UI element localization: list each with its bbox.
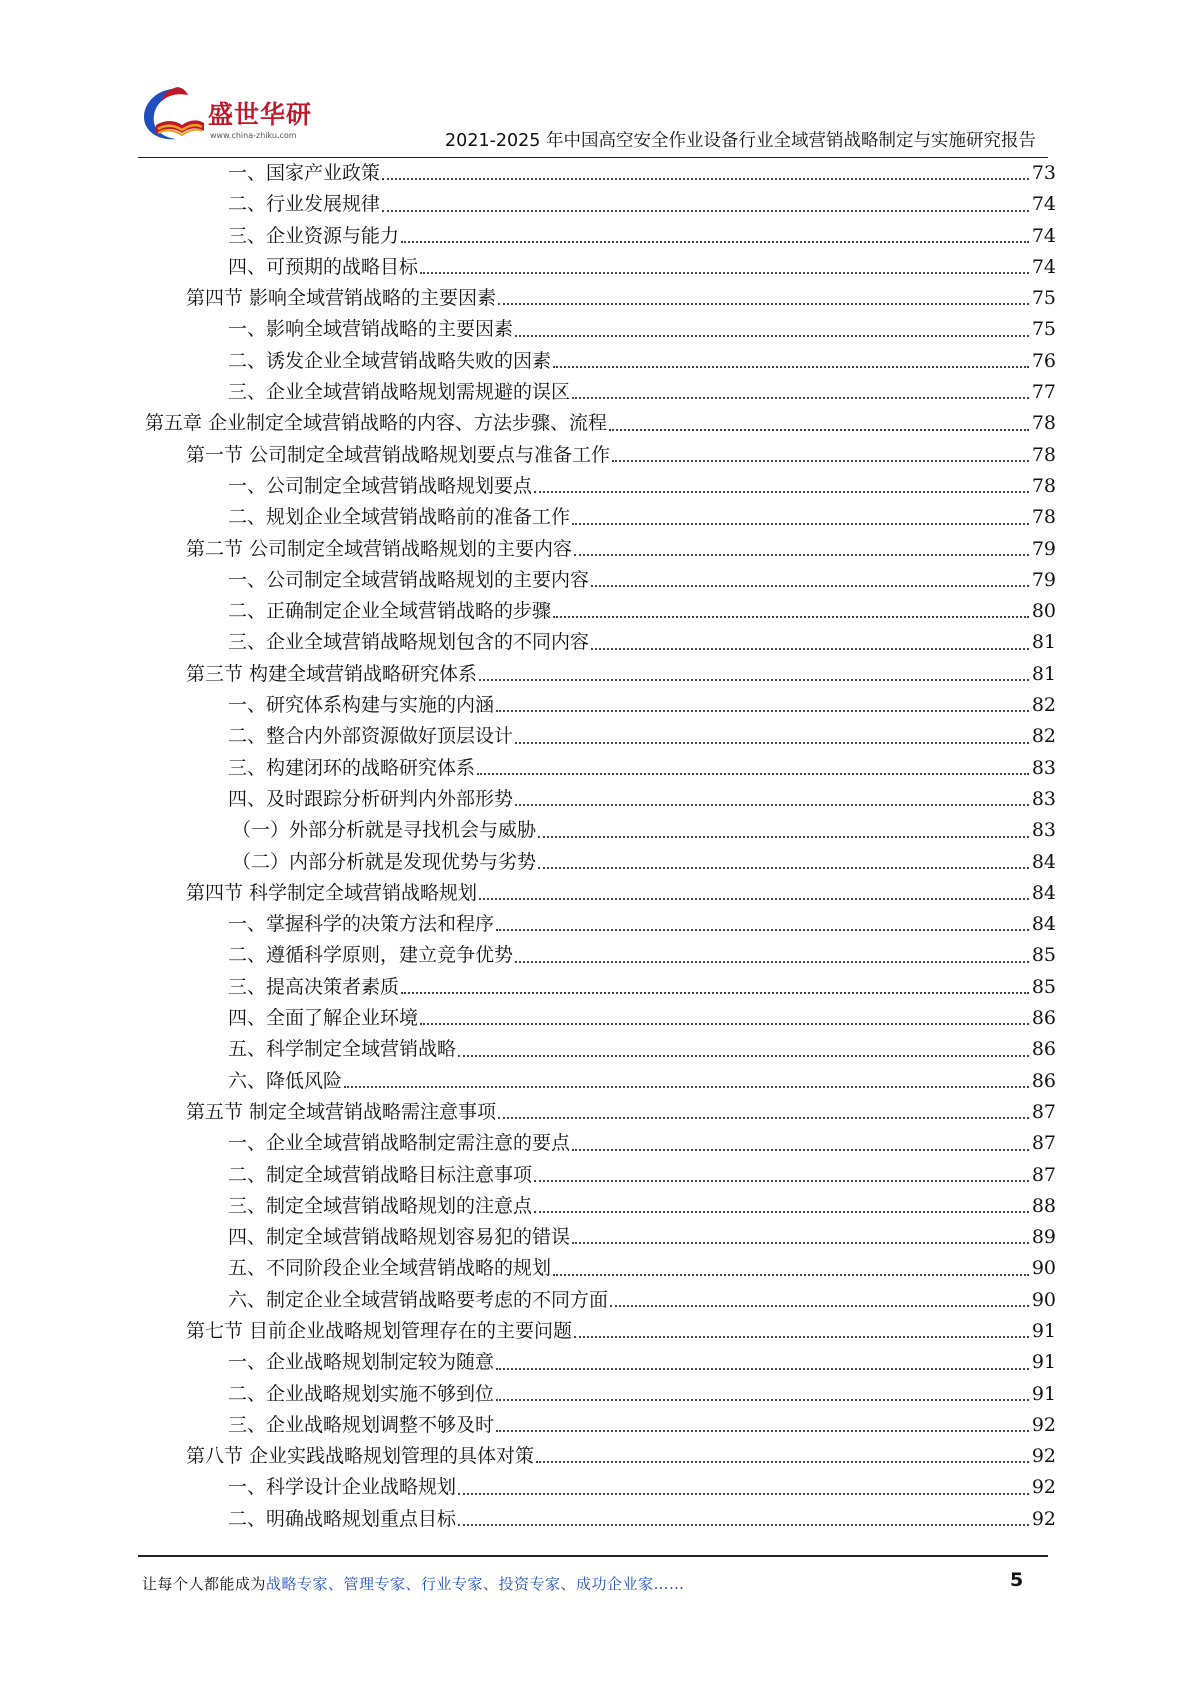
toc-entry-title: 四、及时跟踪分析研判内外部形势 (228, 787, 514, 810)
toc-entry[interactable] (0, 1034, 1191, 1065)
toc-entry-title: 二、整合内外部资源做好顶层设计 (228, 725, 514, 748)
logo-url: www.china-zhiku.com (210, 131, 297, 140)
toc-entry-title: 三、制定全域营销战略规划的注意点 (228, 1194, 533, 1217)
toc-entry-title: 第五章 企业制定全域营销战略的内容、方法步骤、流程 (145, 412, 608, 435)
toc-entry-title: 二、企业战略规划实施不够到位 (228, 1382, 495, 1405)
toc-entry-page: 81 (1031, 631, 1056, 654)
toc-entry-title: 二、诱发企业全域营销战略失败的因素 (228, 349, 552, 372)
toc-entry-title: 一、公司制定全域营销战略规划要点 (228, 474, 533, 497)
toc-entry[interactable] (0, 565, 1191, 596)
toc-entry[interactable] (0, 596, 1191, 627)
toc-entry[interactable] (0, 502, 1191, 533)
toc-entry[interactable] (0, 1441, 1191, 1472)
toc-entry-page: 74 (1031, 224, 1056, 247)
toc-entry[interactable] (0, 784, 1191, 815)
toc-entry-page: 92 (1031, 1413, 1056, 1436)
toc-dot-leader (496, 1368, 1029, 1370)
toc-entry-page: 84 (1031, 850, 1056, 873)
toc-entry[interactable] (0, 753, 1191, 784)
toc-entry-page: 91 (1031, 1319, 1056, 1342)
toc-entry[interactable] (0, 847, 1191, 878)
toc-entry-page: 90 (1031, 1288, 1056, 1311)
toc-entry-page: 87 (1031, 1100, 1056, 1123)
toc-entry-page: 86 (1031, 1069, 1056, 1092)
toc-dot-leader (479, 679, 1029, 681)
toc-dot-leader (572, 397, 1029, 399)
toc-entry[interactable] (0, 627, 1191, 658)
toc-entry-page: 79 (1031, 568, 1056, 591)
toc-entry[interactable] (0, 377, 1191, 408)
toc-entry[interactable] (0, 471, 1191, 502)
toc-entry[interactable] (0, 440, 1191, 471)
toc-entry-title: 第四节 科学制定全域营销战略规划 (186, 881, 478, 904)
toc-entry[interactable] (0, 1347, 1191, 1378)
footer-slogan (142, 1573, 685, 1594)
toc-entry-title: 二、遵循科学原则，建立竞争优势 (228, 944, 514, 967)
toc-entry-title: 四、制定全域营销战略规划容易犯的错误 (228, 1226, 571, 1249)
toc-entry-title: 一、国家产业政策 (228, 162, 381, 184)
toc-entry-page: 92 (1031, 1476, 1056, 1499)
toc-entry-title: 五、科学制定全域营销战略 (228, 1038, 457, 1061)
toc-entry-page: 86 (1031, 1038, 1056, 1061)
toc-entry-title: 四、全面了解企业环境 (228, 1007, 419, 1030)
toc-dot-leader (515, 804, 1029, 806)
report-title: 2021-2025 年中国高空安全作业设备行业全域营销战略制定与实施研究报告 (445, 131, 1036, 151)
toc-dot-leader (591, 648, 1029, 650)
toc-entry-page: 74 (1031, 255, 1056, 278)
toc-entry-page: 81 (1031, 662, 1056, 685)
toc-entry-title: 一、研究体系构建与实施的内涵 (228, 694, 495, 717)
toc-entry[interactable] (0, 252, 1191, 283)
toc-entry-page: 78 (1031, 506, 1056, 529)
toc-entry-title: 三、构建闭环的战略研究体系 (228, 756, 476, 779)
toc-entry-page: 73 (1031, 162, 1056, 184)
toc-entry-page: 79 (1031, 537, 1056, 560)
toc-dot-leader (572, 523, 1029, 525)
toc-dot-leader (401, 992, 1029, 994)
toc-entry-page: 89 (1031, 1226, 1056, 1249)
toc-entry-page: 91 (1031, 1351, 1056, 1374)
toc-entry-page: 91 (1031, 1382, 1056, 1405)
toc-dot-leader (496, 1430, 1029, 1432)
toc-entry-title: 三、企业资源与能力 (228, 224, 400, 247)
toc-entry-title: 第二节 公司制定全域营销战略规划的主要内容 (186, 537, 573, 560)
toc-entry-title: 六、制定企业全域营销战略要考虑的不同方面 (228, 1288, 609, 1311)
toc-entry[interactable] (0, 1160, 1191, 1191)
toc-entry-page: 83 (1031, 787, 1056, 810)
toc-dot-leader (591, 585, 1029, 587)
toc-entry[interactable] (0, 534, 1191, 565)
toc-entry-page: 82 (1031, 694, 1056, 717)
toc-dot-leader (458, 1493, 1029, 1495)
toc-dot-leader (534, 1180, 1029, 1182)
toc-entry[interactable] (0, 1222, 1191, 1253)
toc-entry-page: 87 (1031, 1132, 1056, 1155)
toc-entry-title: 第七节 目前企业战略规划管理存在的主要问题 (186, 1319, 573, 1342)
toc-dot-leader (553, 616, 1029, 618)
toc-entry-title: 第三节 构建全域营销战略研究体系 (186, 662, 478, 685)
toc-dot-leader (610, 1305, 1029, 1307)
toc-dot-leader (477, 773, 1029, 775)
toc-dot-leader (382, 210, 1029, 212)
table-of-contents (0, 158, 1191, 1535)
toc-entry-title: （一）外部分析就是寻找机会与威胁 (232, 819, 537, 842)
toc-dot-leader (420, 1023, 1029, 1025)
toc-entry-title: （二）内部分析就是发现优势与劣势 (232, 850, 537, 873)
toc-entry[interactable] (0, 346, 1191, 377)
toc-entry-page: 76 (1031, 349, 1056, 372)
toc-entry[interactable] (0, 1316, 1191, 1347)
toc-entry[interactable] (0, 1066, 1191, 1097)
toc-entry[interactable] (0, 1472, 1191, 1503)
toc-entry-page: 84 (1031, 881, 1056, 904)
toc-dot-leader (344, 1086, 1029, 1088)
toc-entry-title: 二、正确制定企业全域营销战略的步骤 (228, 600, 552, 623)
toc-dot-leader (496, 929, 1029, 931)
toc-entry-page: 75 (1031, 318, 1056, 341)
toc-entry-page: 87 (1031, 1163, 1056, 1186)
toc-entry[interactable] (0, 690, 1191, 721)
toc-entry-title: 一、科学设计企业战略规划 (228, 1476, 457, 1499)
toc-entry-title: 三、企业战略规划调整不够及时 (228, 1413, 495, 1436)
toc-entry-page: 78 (1031, 412, 1056, 435)
toc-dot-leader (538, 836, 1029, 838)
toc-entry[interactable] (0, 283, 1191, 314)
toc-entry[interactable] (0, 1379, 1191, 1410)
toc-entry[interactable] (0, 878, 1191, 909)
toc-entry-page: 85 (1031, 944, 1056, 967)
toc-dot-leader (458, 1055, 1029, 1057)
toc-dot-leader (479, 898, 1029, 900)
company-logo (138, 85, 318, 155)
toc-dot-leader (536, 1461, 1029, 1463)
toc-dot-leader (515, 335, 1029, 337)
toc-dot-leader (515, 961, 1029, 963)
toc-entry-title: 五、不同阶段企业全域营销战略的规划 (228, 1257, 552, 1280)
toc-entry-page: 92 (1031, 1507, 1056, 1530)
toc-entry[interactable] (0, 1410, 1191, 1441)
toc-entry[interactable] (0, 1191, 1191, 1222)
toc-dot-leader (534, 491, 1029, 493)
toc-entry-page: 86 (1031, 1007, 1056, 1030)
toc-entry-page: 78 (1031, 443, 1056, 466)
toc-entry-page: 74 (1031, 193, 1056, 216)
toc-entry-page: 84 (1031, 913, 1056, 936)
toc-entry[interactable] (0, 940, 1191, 971)
toc-entry-title: 三、企业全域营销战略规划需规避的误区 (228, 381, 571, 404)
toc-entry-title: 一、企业全域营销战略制定需注意的要点 (228, 1132, 571, 1155)
toc-dot-leader (574, 554, 1029, 556)
toc-dot-leader (498, 303, 1029, 305)
toc-entry[interactable] (0, 158, 1191, 189)
toc-dot-leader (574, 1336, 1029, 1338)
toc-entry[interactable] (0, 1097, 1191, 1128)
toc-entry[interactable] (0, 1003, 1191, 1034)
toc-entry[interactable] (0, 314, 1191, 345)
toc-entry-title: 第五节 制定全域营销战略需注意事项 (186, 1100, 497, 1123)
toc-entry-page: 78 (1031, 474, 1056, 497)
toc-entry[interactable] (0, 1285, 1191, 1316)
toc-entry[interactable] (0, 659, 1191, 690)
toc-entry-title: 三、企业全域营销战略规划包含的不同内容 (228, 631, 590, 654)
toc-dot-leader (420, 272, 1029, 274)
toc-entry[interactable] (0, 721, 1191, 752)
toc-dot-leader (534, 1211, 1029, 1213)
toc-entry-page: 90 (1031, 1257, 1056, 1280)
toc-entry[interactable] (0, 189, 1191, 220)
page-number: 5 (1010, 1569, 1024, 1591)
footer-divider (138, 1555, 1048, 1557)
toc-dot-leader (382, 178, 1029, 180)
toc-dot-leader (538, 867, 1029, 869)
toc-dot-leader (572, 1149, 1029, 1151)
slogan-highlight: 战略专家、管理专家、行业专家、投资专家、成功企业家…… (266, 1575, 685, 1593)
toc-entry-title: 一、掌握科学的决策方法和程序 (228, 913, 495, 936)
toc-entry-title: 二、行业发展规律 (228, 193, 381, 216)
toc-entry[interactable] (0, 909, 1191, 940)
toc-entry-title: 一、企业战略规划制定较为随意 (228, 1351, 495, 1374)
toc-entry-page: 83 (1031, 756, 1056, 779)
toc-entry-page: 82 (1031, 725, 1056, 748)
toc-dot-leader (515, 742, 1029, 744)
toc-dot-leader (553, 1274, 1029, 1276)
toc-entry-title: 二、明确战略规划重点目标 (228, 1507, 457, 1530)
toc-entry-page: 88 (1031, 1194, 1056, 1217)
toc-entry-page: 80 (1031, 600, 1056, 623)
toc-entry-title: 四、可预期的战略目标 (228, 255, 419, 278)
toc-entry[interactable] (0, 408, 1191, 439)
toc-entry[interactable] (0, 815, 1191, 846)
toc-entry-title: 第一节 公司制定全域营销战略规划要点与准备工作 (186, 443, 611, 466)
toc-dot-leader (553, 366, 1029, 368)
toc-entry-title: 三、提高决策者素质 (228, 975, 400, 998)
toc-entry-page: 83 (1031, 819, 1056, 842)
toc-entry-title: 第八节 企业实践战略规划管理的具体对策 (186, 1445, 535, 1468)
toc-entry-title: 一、影响全域营销战略的主要因素 (228, 318, 514, 341)
toc-entry-page: 75 (1031, 287, 1056, 310)
toc-entry[interactable] (0, 221, 1191, 252)
toc-dot-leader (572, 1242, 1029, 1244)
toc-entry-title: 一、公司制定全域营销战略规划的主要内容 (228, 568, 590, 591)
logo-name: 盛世华研 (208, 100, 313, 129)
toc-entry-page: 77 (1031, 381, 1056, 404)
toc-entry[interactable] (0, 1253, 1191, 1284)
toc-entry-page: 85 (1031, 975, 1056, 998)
toc-entry[interactable] (0, 972, 1191, 1003)
toc-entry-title: 第四节 影响全域营销战略的主要因素 (186, 287, 497, 310)
toc-dot-leader (496, 710, 1029, 712)
logo-emblem-icon (138, 85, 208, 145)
toc-dot-leader (612, 460, 1029, 462)
toc-dot-leader (609, 429, 1029, 431)
toc-entry-title: 六、降低风险 (228, 1069, 343, 1092)
toc-entry-page: 92 (1031, 1445, 1056, 1468)
toc-entry-title: 二、制定全域营销战略目标注意事项 (228, 1163, 533, 1186)
toc-dot-leader (496, 1399, 1029, 1401)
toc-entry-title: 二、规划企业全域营销战略前的准备工作 (228, 506, 571, 529)
toc-dot-leader (401, 241, 1029, 243)
toc-entry[interactable] (0, 1504, 1191, 1535)
toc-entry[interactable] (0, 1128, 1191, 1159)
toc-dot-leader (498, 1117, 1029, 1119)
slogan-prefix: 让每个人都能成为 (142, 1575, 267, 1593)
toc-dot-leader (458, 1524, 1029, 1526)
